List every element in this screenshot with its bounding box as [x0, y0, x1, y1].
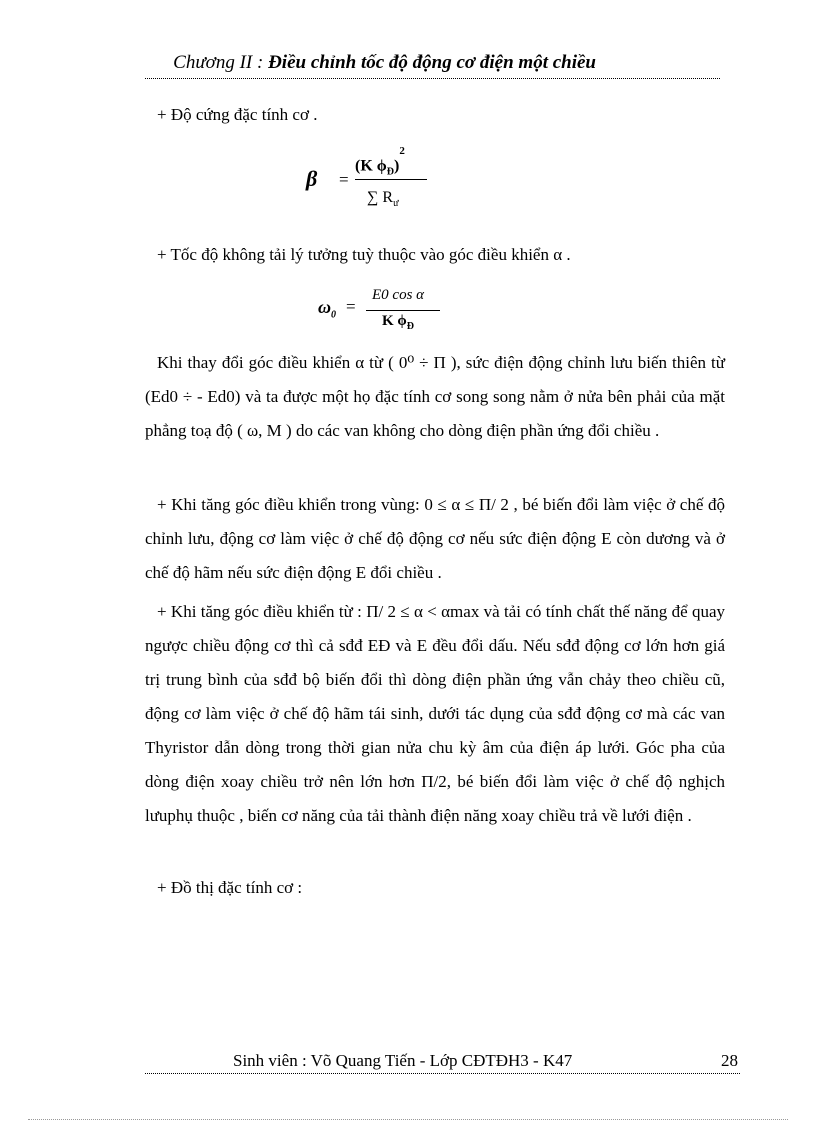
beta-num-close: ) [394, 157, 400, 175]
beta-num-sub: Đ [386, 166, 394, 178]
beta-fraction-bar [355, 179, 427, 180]
page-footer [145, 1051, 740, 1074]
page-header [145, 52, 720, 79]
header-title [173, 52, 720, 74]
omega-fraction-bar [366, 310, 440, 311]
beta-num-sup: 2 [399, 145, 405, 157]
bullet-graph: + Đồ thị đặc tính cơ : [157, 878, 303, 897]
bullet-stiffness: + Độ cứng đặc tính cơ . [157, 105, 318, 124]
omega-sub: 0 [331, 309, 337, 321]
header-topic: Điều chỉnh tốc độ động cơ điện một chiều [268, 52, 596, 73]
paragraph-2: + Khi tăng góc điều khiển trong vùng: 0 ≤ α ≤ Π/ 2 , bé biến đổi làm việc ở chế độ chỉnh lưu, động cơ làm việc ở chế độ động cơ nếu sức điện động E còn dương và ở chế độ hãm nếu sức điện động E đổi chiều . [145, 495, 725, 582]
header-chapter: Chương II : [173, 52, 264, 73]
omega-equals: = [346, 297, 356, 316]
omega-symbol [318, 297, 336, 321]
beta-symbol: β [306, 166, 318, 191]
paragraph-1: Khi thay đổi góc điều khiển α từ ( 0⁰ ÷ Π ), sức điện động chỉnh lưu biến thiên từ (Ed0 ÷ - Ed0) và ta được một họ đặc tính cơ song song nằm ở nửa bên phải của mặt phẳng toạ độ ( ω, M ) do các van không cho dòng điện phần ứng đổi chiều . [145, 353, 725, 440]
beta-equals: = [339, 170, 349, 189]
beta-den-sub: ư [393, 198, 399, 210]
beta-denominator [367, 189, 399, 209]
page-number: 28 [721, 1051, 738, 1070]
beta-den-text: ∑ R [367, 189, 394, 206]
bottom-divider [28, 1119, 788, 1120]
omega-den-sub: Đ [406, 321, 415, 332]
footer-author: Sinh viên : Võ Quang Tiến - Lớp CĐTĐH3 - K47 [233, 1051, 573, 1070]
beta-num-text: (K ϕ [355, 157, 387, 175]
omega-den-text: K ϕ [382, 313, 407, 329]
omega-letter: ω [318, 297, 332, 317]
omega-denominator [382, 313, 414, 332]
beta-numerator [355, 145, 405, 178]
paragraph-3: + Khi tăng góc điều khiển từ : Π/ 2 ≤ α < αmax và tải có tính chất thế năng để quay ngược chiều động cơ thì cả sđđ EĐ và E đều đổi dấu. Nếu sđđ động cơ lớn hơn giá trị trung bình của sđđ bộ biến đổi thì dòng điện phần ứng vẫn chảy theo chiều cũ, động cơ làm việc ở chế độ hãm tái sinh, dưới tác dụng của sđđ động cơ mà các van Thyristor dẫn dòng trong thời gian nửa chu kỳ âm của điện áp lưới. Góc pha của dòng điện xoay chiều trở nên lớn hơn Π/2, bé biến đổi làm việc ở chế độ nghịch lưuphụ thuộc , biến cơ năng của tải thành điện năng xoay chiều trả về lưới điện . [145, 602, 725, 825]
bullet-no-load-speed: + Tốc độ không tải lý tưởng tuỳ thuộc vào góc điều khiển α . [157, 245, 571, 264]
omega-numerator: E0 cos α [372, 287, 425, 303]
